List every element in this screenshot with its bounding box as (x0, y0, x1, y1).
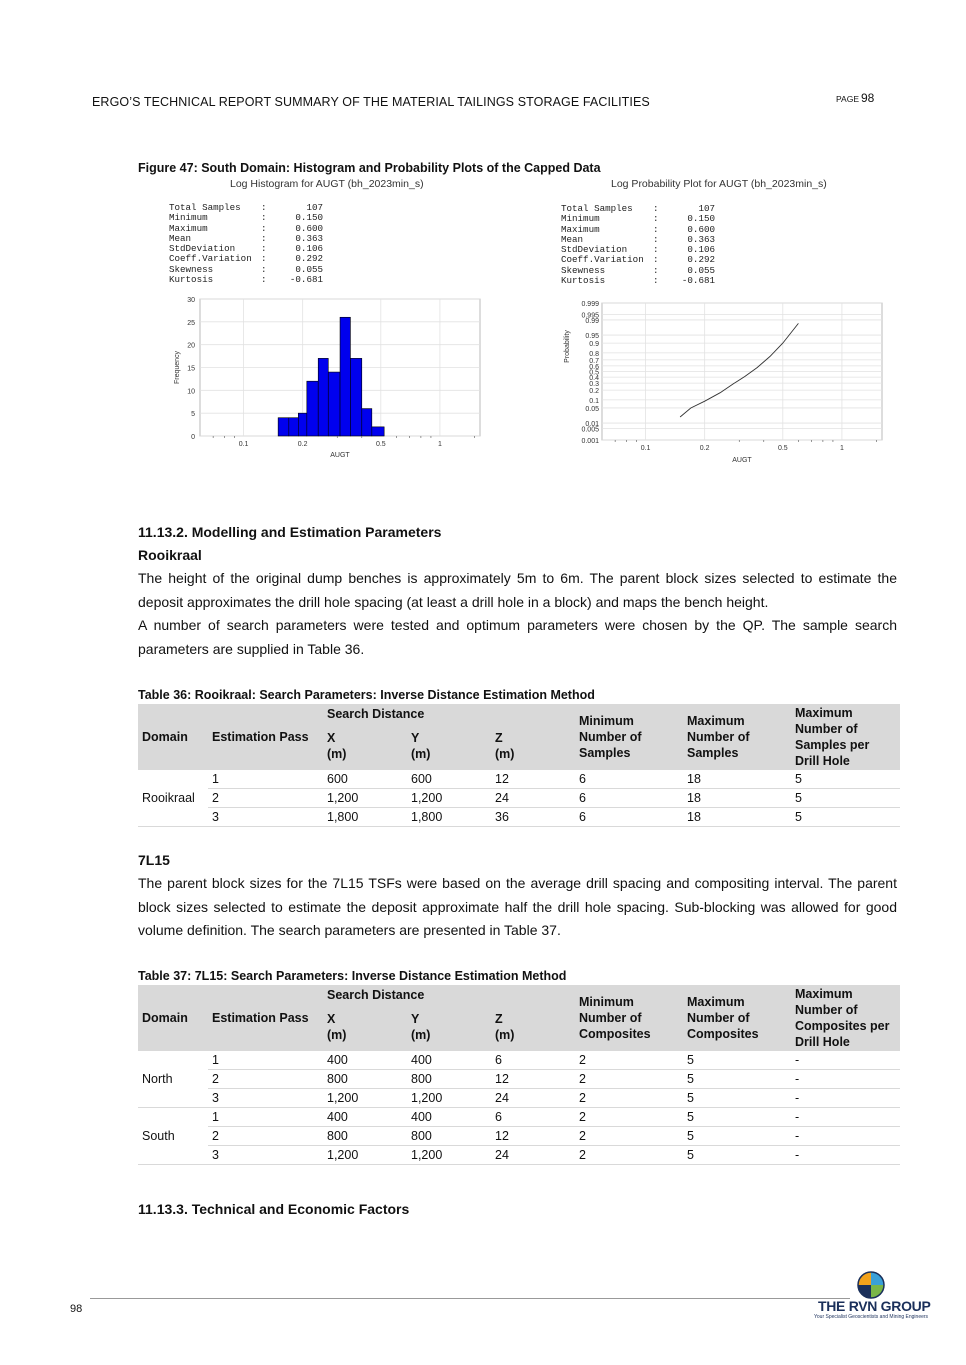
y-tick-label: 25 (187, 319, 195, 327)
table-cell: 5 (683, 1051, 791, 1070)
histogram-bar (298, 413, 307, 436)
table-cell: 2 (208, 1127, 323, 1146)
table36-header-x (323, 722, 407, 770)
y-tick-label: 30 (187, 297, 195, 304)
stat-label: Skewness (169, 263, 214, 275)
y-tick-label: 0.001 (581, 438, 599, 445)
table-cell: - (791, 1127, 900, 1146)
table-cell: 600 (407, 770, 491, 789)
table-row (138, 1127, 900, 1146)
paragraph-rooikraal-1: The height of the original dump benches is approximately 5m to 6m. The parent block sizes selected to estimate the deposit approximates the drill hole spacing (at least a drill hole in a block) and maps the bench height. (138, 570, 897, 610)
stat-value: 0.150 (687, 213, 715, 225)
table37-header-domain: Domain (138, 985, 208, 1051)
table-cell: 1 (208, 1051, 323, 1070)
stat-label: Total Samples (169, 202, 241, 213)
stat-value: 0.292 (295, 253, 323, 265)
histogram-stats (169, 203, 323, 285)
stat-value: 0.363 (687, 233, 715, 245)
stat-label: Coeff.Variation (561, 254, 644, 266)
header-y-label: Y (411, 1012, 420, 1027)
stat-separator: : (653, 223, 659, 235)
table-cell: 6 (491, 1108, 575, 1127)
table-cell: - (791, 1108, 900, 1127)
table37-header-max-per-hole: Maximum Number of Composites per Drill Hole (791, 985, 900, 1051)
table36-header-z (491, 722, 575, 770)
table-cell: 5 (683, 1070, 791, 1089)
probability-plot-title: Log Probability Plot for AUGT (bh_2023min_s) (611, 178, 827, 190)
table-cell: 5 (791, 808, 900, 827)
x-axis-label: AUGT (330, 452, 350, 459)
table37-header-z (491, 1003, 575, 1051)
stat-value: 0.106 (687, 244, 715, 256)
table-cell: 6 (575, 808, 683, 827)
table36-header-pass: Estimation Pass (208, 704, 323, 770)
x-tick-label: 0.1 (238, 441, 249, 448)
stat-separator: : (653, 213, 659, 225)
stat-value: 0.363 (295, 232, 323, 244)
table-row (138, 1108, 900, 1127)
y-tick-label: 0.999 (581, 301, 599, 308)
stat-separator: : (261, 263, 267, 275)
table36-header-max: Maximum Number of Samples (683, 704, 791, 770)
table36 (138, 704, 900, 827)
paragraph-7l15: The parent block sizes for the 7L15 TSFs were based on the average drill spacing and compositing interval. The parent block sizes selected to estimate the deposit approximate half the drill hole spacing. Sub-blocking was allowed for good volume definition. The search parameters are presented in Table 37. (138, 875, 897, 938)
table37-header-max: Maximum Number of Composites (683, 985, 791, 1051)
stat-label: StdDeviation (169, 243, 236, 255)
table-cell: 3 (208, 1146, 323, 1165)
table-cell: 6 (491, 1051, 575, 1070)
table-cell: 1,200 (323, 1146, 407, 1165)
table-row (138, 1051, 900, 1070)
table37-caption: Table 37: 7L15: Search Parameters: Inverse Distance Estimation Method (138, 969, 567, 983)
stat-separator: : (653, 275, 659, 287)
x-tick-label: 0.5 (777, 445, 788, 452)
table-cell: 18 (683, 789, 791, 808)
header-x-unit: (m) (327, 747, 347, 762)
table-cell: 1,200 (323, 1089, 407, 1108)
stat-label: Maximum (561, 223, 600, 235)
x-tick-label: 1 (437, 441, 442, 448)
footer-divider (90, 1298, 850, 1299)
y-tick-label: 0.3 (589, 381, 599, 389)
y-tick-label: 0.01 (585, 421, 599, 429)
stat-label: Mean (169, 232, 192, 244)
histogram-title: Log Histogram for AUGT (bh_2023min_s) (230, 178, 424, 190)
section-heading-11-13-3: 11.13.3. Technical and Economic Factors (138, 1201, 410, 1217)
stat-row (561, 276, 715, 286)
table-cell: 5 (683, 1127, 791, 1146)
table37-header-search-distance: Search Distance (323, 985, 575, 1003)
header-y-unit: (m) (411, 1028, 431, 1043)
table-cell: - (791, 1051, 900, 1070)
table-cell: 1,200 (323, 789, 407, 808)
table-cell: 1 (208, 770, 323, 789)
table-cell: 3 (208, 1089, 323, 1108)
histogram-bar (318, 358, 328, 436)
table-cell: 24 (491, 789, 575, 808)
table36-header-y (407, 722, 491, 770)
header-z-label: Z (495, 731, 503, 746)
stat-separator: : (261, 212, 267, 224)
page-prefix: PAGE (836, 94, 859, 104)
stat-label: Kurtosis (169, 274, 214, 286)
table-cell: 6 (575, 770, 683, 789)
x-tick-label: 0.2 (699, 445, 710, 452)
stat-label: Kurtosis (561, 275, 606, 287)
domain-cell-rooikraal: Rooikraal (138, 770, 208, 827)
stat-label: Minimum (561, 213, 600, 225)
stat-label: Maximum (169, 222, 208, 234)
section-heading-11-13-2: 11.13.2. Modelling and Estimation Parameters (138, 524, 442, 540)
stat-separator: : (653, 244, 659, 256)
stat-separator: : (261, 232, 267, 244)
table-cell: 2 (575, 1127, 683, 1146)
table36-header-search-distance: Search Distance (323, 704, 575, 722)
table-cell: 800 (407, 1070, 491, 1089)
y-tick-label: 0.4 (589, 375, 599, 383)
table36-header-min: Minimum Number of Samples (575, 704, 683, 770)
table-cell: 2 (575, 1146, 683, 1165)
y-tick-label: 0.5 (589, 369, 599, 377)
table-cell: - (791, 1089, 900, 1108)
table-row (138, 1089, 900, 1108)
x-tick-label: 0.1 (640, 445, 651, 452)
stat-value: 107 (698, 203, 715, 214)
header-z-unit: (m) (495, 747, 515, 762)
table-row (138, 1070, 900, 1089)
table37 (138, 985, 900, 1165)
y-tick-label: 0.995 (581, 312, 599, 320)
table-cell: 1,800 (323, 808, 407, 827)
y-tick-label: 0.8 (589, 350, 599, 358)
table37-header-x (323, 1003, 407, 1051)
y-axis-label: Probability (564, 330, 571, 363)
table-cell: 5 (683, 1146, 791, 1165)
stat-separator: : (653, 264, 659, 276)
footer-page-number: 98 (70, 1303, 83, 1315)
header-x-unit: (m) (327, 1028, 347, 1043)
stat-separator: : (653, 203, 659, 214)
histogram-bar (328, 372, 340, 436)
stat-value: 0.055 (295, 263, 323, 275)
histogram-chart (165, 292, 495, 467)
y-tick-label: 0.7 (589, 357, 599, 365)
table-cell: 6 (575, 789, 683, 808)
stat-separator: : (261, 222, 267, 234)
header-z-unit: (m) (495, 1028, 515, 1043)
y-tick-label: 0.1 (589, 397, 599, 405)
table37-header-pass: Estimation Pass (208, 985, 323, 1051)
stat-separator: : (653, 233, 659, 245)
stat-label: Coeff.Variation (169, 253, 252, 265)
y-tick-label: 20 (187, 342, 195, 350)
table36-header-domain: Domain (138, 704, 208, 770)
header-x-label: X (327, 1012, 336, 1027)
histogram-bar (289, 418, 298, 436)
stat-value: 0.600 (295, 222, 323, 234)
figure-caption: Figure 47: South Domain: Histogram and Probability Plots of the Capped Data (138, 161, 601, 175)
table-cell: 2 (575, 1108, 683, 1127)
histogram-bar (340, 317, 350, 436)
y-tick-label: 0.9 (589, 341, 599, 349)
histogram-bar (307, 381, 318, 436)
stat-value: 0.055 (687, 264, 715, 276)
table-cell: 2 (575, 1089, 683, 1108)
stat-separator: : (261, 202, 267, 213)
table-cell: 1,200 (407, 1089, 491, 1108)
table-row (138, 770, 900, 789)
table-cell: 1 (208, 1108, 323, 1127)
header-z-label: Z (495, 1012, 503, 1027)
table-cell: - (791, 1070, 900, 1089)
table-cell: 24 (491, 1146, 575, 1165)
y-tick-label: 15 (187, 365, 195, 373)
table-cell: 400 (323, 1051, 407, 1070)
table-cell: 600 (323, 770, 407, 789)
histogram-bar (362, 409, 372, 436)
histogram-bar (372, 427, 384, 436)
table36-caption: Table 36: Rooikraal: Search Parameters: Inverse Distance Estimation Method (138, 688, 595, 702)
x-tick-label: 0.2 (297, 441, 308, 448)
y-axis-label: Frequency (174, 350, 181, 385)
table-row (138, 1146, 900, 1165)
table37-header-min: Minimum Number of Composites (575, 985, 683, 1051)
table-cell: 5 (791, 770, 900, 789)
x-tick-label: 0.5 (375, 441, 386, 448)
table-cell: 1,200 (407, 789, 491, 808)
x-tick-label: 1 (839, 445, 844, 452)
subheading-rooikraal: Rooikraal (138, 547, 202, 563)
table-cell: 800 (407, 1127, 491, 1146)
table-cell: 400 (323, 1108, 407, 1127)
stat-value: 0.106 (295, 243, 323, 255)
stat-value: -0.681 (289, 274, 323, 286)
page-number: 98 (861, 91, 875, 105)
y-tick-label: 10 (187, 388, 195, 396)
stat-separator: : (261, 274, 267, 286)
y-tick-label: 0.6 (589, 363, 599, 371)
header-x-label: X (327, 731, 336, 746)
table-cell: 12 (491, 1070, 575, 1089)
stat-value: 107 (306, 202, 323, 213)
table-cell: 3 (208, 808, 323, 827)
probability-plot-stats (561, 204, 715, 286)
stat-row (169, 275, 323, 285)
stat-value: 0.150 (295, 212, 323, 224)
table37-header-y (407, 1003, 491, 1051)
stat-separator: : (261, 253, 267, 265)
table-cell: 1,200 (407, 1146, 491, 1165)
table-cell: 400 (407, 1108, 491, 1127)
rvn-logo-text: THE RVN GROUP (818, 1298, 931, 1314)
y-tick-label: 0.2 (589, 388, 599, 396)
histogram-bar (350, 358, 361, 436)
table-cell: 12 (491, 770, 575, 789)
y-tick-label: 0.005 (581, 426, 599, 434)
report-header-title: ERGO’S TECHNICAL REPORT SUMMARY OF THE MATERIAL TAILINGS STORAGE FACILITIES (92, 95, 650, 109)
table-cell: 400 (407, 1051, 491, 1070)
table36-header-max-per-hole: Maximum Number of Samples per Drill Hole (791, 704, 900, 770)
stat-value: 0.600 (687, 223, 715, 235)
y-tick-label: 0 (191, 434, 195, 441)
table-cell: 2 (208, 789, 323, 808)
table-cell: 800 (323, 1127, 407, 1146)
stat-label: Skewness (561, 264, 606, 276)
paragraph-rooikraal-2: A number of search parameters were tested and optimum parameters were chosen by the QP. The sample search parameters are supplied in Table 36. (138, 617, 897, 657)
table-cell: 2 (208, 1070, 323, 1089)
table-cell: 5 (683, 1108, 791, 1127)
header-y-unit: (m) (411, 747, 431, 762)
table-cell: 2 (575, 1070, 683, 1089)
subheading-7l15: 7L15 (138, 852, 170, 868)
table-cell: 18 (683, 770, 791, 789)
table-cell: 1,800 (407, 808, 491, 827)
table-cell: 12 (491, 1127, 575, 1146)
table-cell: 18 (683, 808, 791, 827)
stat-label: StdDeviation (561, 244, 628, 256)
table-cell: 800 (323, 1070, 407, 1089)
table-row (138, 808, 900, 827)
stat-label: Total Samples (561, 203, 633, 214)
header-page-number (836, 91, 874, 105)
stat-value: 0.292 (687, 254, 715, 266)
table-row (138, 789, 900, 808)
stat-separator: : (261, 243, 267, 255)
stat-label: Mean (561, 233, 584, 245)
domain-cell-south: South (138, 1108, 208, 1165)
rvn-logo-icon (856, 1270, 886, 1300)
table-cell: 36 (491, 808, 575, 827)
stat-separator: : (653, 254, 659, 266)
header-y-label: Y (411, 731, 420, 746)
stat-label: Minimum (169, 212, 208, 224)
stat-value: -0.681 (681, 275, 715, 287)
domain-cell-north: North (138, 1051, 208, 1108)
table-cell: - (791, 1146, 900, 1165)
rvn-logo-tagline: Your Specialist Geoscientists and Mining Engineers (814, 1314, 929, 1320)
y-tick-label: 5 (191, 411, 195, 419)
y-tick-label: 0.05 (585, 405, 599, 413)
table-cell: 5 (683, 1089, 791, 1108)
table-cell: 5 (791, 789, 900, 808)
table-cell: 24 (491, 1089, 575, 1108)
x-axis-label: AUGT (732, 457, 752, 464)
probability-chart (555, 298, 895, 473)
y-tick-label: 0.95 (585, 333, 599, 341)
y-tick-label: 0.99 (585, 317, 599, 325)
histogram-bar (278, 418, 289, 436)
table-cell: 2 (575, 1051, 683, 1070)
